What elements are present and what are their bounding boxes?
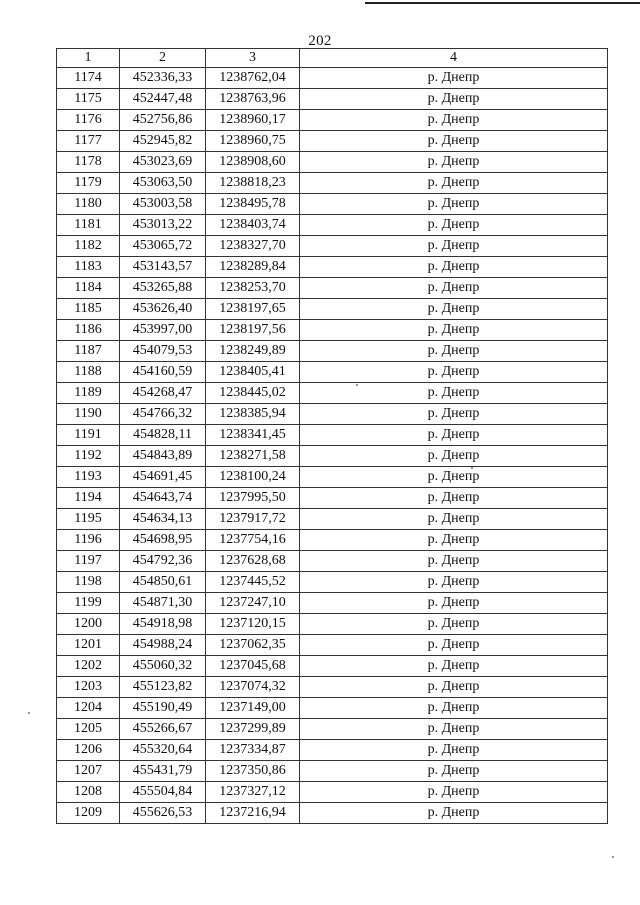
coordinate-y-cell: 1237247,10 (206, 593, 300, 614)
coordinate-y-cell: 1238403,74 (206, 215, 300, 236)
coordinate-y-cell: 1238100,24 (206, 467, 300, 488)
point-number-cell: 1199 (57, 593, 120, 614)
description-cell: р. Днепр (300, 404, 608, 425)
table-row (57, 89, 608, 110)
point-number-cell: 1190 (57, 404, 120, 425)
table-row (57, 131, 608, 152)
coordinate-y-cell: 1238405,41 (206, 362, 300, 383)
table-row (57, 635, 608, 656)
point-number-cell: 1175 (57, 89, 120, 110)
coordinate-y-cell: 1238385,94 (206, 404, 300, 425)
coordinate-x-cell: 454850,61 (120, 572, 206, 593)
coordinate-x-cell: 452756,86 (120, 110, 206, 131)
point-number-cell: 1205 (57, 719, 120, 740)
table-row (57, 614, 608, 635)
coordinate-x-cell: 454160,59 (120, 362, 206, 383)
point-number-cell: 1193 (57, 467, 120, 488)
coordinate-y-cell: 1237149,00 (206, 698, 300, 719)
table-body (57, 68, 608, 824)
description-cell: р. Днепр (300, 341, 608, 362)
point-number-cell: 1178 (57, 152, 120, 173)
point-number-cell: 1200 (57, 614, 120, 635)
coordinate-x-cell: 455266,67 (120, 719, 206, 740)
description-cell: р. Днепр (300, 68, 608, 89)
coordinate-y-cell: 1237445,52 (206, 572, 300, 593)
point-number-cell: 1196 (57, 530, 120, 551)
table-row (57, 362, 608, 383)
description-cell: р. Днепр (300, 614, 608, 635)
description-cell: р. Днепр (300, 446, 608, 467)
coordinate-y-cell: 1237350,86 (206, 761, 300, 782)
description-cell: р. Днепр (300, 593, 608, 614)
coordinate-y-cell: 1237995,50 (206, 488, 300, 509)
coordinate-x-cell: 452447,48 (120, 89, 206, 110)
description-cell: р. Днепр (300, 278, 608, 299)
coordinate-y-cell: 1238762,04 (206, 68, 300, 89)
column-header-3: 3 (206, 49, 300, 68)
point-number-cell: 1207 (57, 761, 120, 782)
coordinate-y-cell: 1238271,58 (206, 446, 300, 467)
coordinate-x-cell: 452336,33 (120, 68, 206, 89)
description-cell: р. Днепр (300, 362, 608, 383)
description-cell: р. Днепр (300, 509, 608, 530)
point-number-cell: 1187 (57, 341, 120, 362)
point-number-cell: 1202 (57, 656, 120, 677)
point-number-cell: 1186 (57, 320, 120, 341)
table-row (57, 299, 608, 320)
coordinate-y-cell: 1238445,02 (206, 383, 300, 404)
coordinate-x-cell: 453013,22 (120, 215, 206, 236)
point-number-cell: 1203 (57, 677, 120, 698)
table-row (57, 509, 608, 530)
table-row (57, 656, 608, 677)
point-number-cell: 1177 (57, 131, 120, 152)
point-number-cell: 1206 (57, 740, 120, 761)
description-cell: р. Днепр (300, 572, 608, 593)
coordinate-y-cell: 1238253,70 (206, 278, 300, 299)
coordinate-x-cell: 455123,82 (120, 677, 206, 698)
description-cell: р. Днепр (300, 299, 608, 320)
table-row (57, 719, 608, 740)
scan-edge-line (365, 2, 640, 4)
table-row (57, 425, 608, 446)
coordinate-y-cell: 1238908,60 (206, 152, 300, 173)
point-number-cell: 1182 (57, 236, 120, 257)
scan-speck (356, 384, 358, 386)
coordinate-y-cell: 1237062,35 (206, 635, 300, 656)
description-cell: р. Днепр (300, 215, 608, 236)
coordinate-x-cell: 454918,98 (120, 614, 206, 635)
description-cell: р. Днепр (300, 677, 608, 698)
coordinate-y-cell: 1237120,15 (206, 614, 300, 635)
table-row (57, 110, 608, 131)
point-number-cell: 1201 (57, 635, 120, 656)
table-row (57, 530, 608, 551)
table-row (57, 782, 608, 803)
coordinates-table (56, 48, 608, 824)
table-row (57, 68, 608, 89)
table-row (57, 446, 608, 467)
description-cell: р. Днепр (300, 173, 608, 194)
coordinate-x-cell: 454792,36 (120, 551, 206, 572)
coordinate-x-cell: 453265,88 (120, 278, 206, 299)
coordinate-y-cell: 1237334,87 (206, 740, 300, 761)
point-number-cell: 1180 (57, 194, 120, 215)
coordinate-y-cell: 1237216,94 (206, 803, 300, 824)
coordinate-x-cell: 454698,95 (120, 530, 206, 551)
coordinate-x-cell: 453003,58 (120, 194, 206, 215)
coordinate-y-cell: 1238197,56 (206, 320, 300, 341)
coordinate-y-cell: 1237074,32 (206, 677, 300, 698)
description-cell: р. Днепр (300, 803, 608, 824)
table-header-row (57, 49, 608, 68)
table-row (57, 194, 608, 215)
coordinate-x-cell: 455626,53 (120, 803, 206, 824)
table-row (57, 803, 608, 824)
description-cell: р. Днепр (300, 635, 608, 656)
table-row (57, 236, 608, 257)
description-cell: р. Днепр (300, 152, 608, 173)
coordinate-y-cell: 1238960,75 (206, 131, 300, 152)
page-number: 202 (308, 33, 332, 49)
coordinate-x-cell: 453023,69 (120, 152, 206, 173)
point-number-cell: 1184 (57, 278, 120, 299)
column-header-4: 4 (300, 49, 608, 68)
description-cell: р. Днепр (300, 110, 608, 131)
coordinate-x-cell: 455431,79 (120, 761, 206, 782)
coordinate-x-cell: 455320,64 (120, 740, 206, 761)
coordinate-y-cell: 1238341,45 (206, 425, 300, 446)
coordinate-x-cell: 452945,82 (120, 131, 206, 152)
coordinate-x-cell: 454634,13 (120, 509, 206, 530)
point-number-cell: 1209 (57, 803, 120, 824)
point-number-cell: 1174 (57, 68, 120, 89)
table-row (57, 488, 608, 509)
description-cell: р. Днепр (300, 551, 608, 572)
coordinate-x-cell: 454268,47 (120, 383, 206, 404)
table-row (57, 257, 608, 278)
coordinate-y-cell: 1238960,17 (206, 110, 300, 131)
coordinate-y-cell: 1238289,84 (206, 257, 300, 278)
description-cell: р. Днепр (300, 236, 608, 257)
coordinate-x-cell: 453143,57 (120, 257, 206, 278)
scan-speck (612, 856, 614, 858)
point-number-cell: 1183 (57, 257, 120, 278)
point-number-cell: 1191 (57, 425, 120, 446)
table-row (57, 152, 608, 173)
point-number-cell: 1176 (57, 110, 120, 131)
description-cell: р. Днепр (300, 719, 608, 740)
coordinate-x-cell: 454988,24 (120, 635, 206, 656)
description-cell: р. Днепр (300, 782, 608, 803)
point-number-cell: 1208 (57, 782, 120, 803)
point-number-cell: 1188 (57, 362, 120, 383)
coordinate-y-cell: 1238197,65 (206, 299, 300, 320)
coordinate-y-cell: 1237045,68 (206, 656, 300, 677)
table-row (57, 572, 608, 593)
coordinate-x-cell: 454766,32 (120, 404, 206, 425)
coordinate-y-cell: 1237628,68 (206, 551, 300, 572)
coordinate-y-cell: 1238495,78 (206, 194, 300, 215)
point-number-cell: 1179 (57, 173, 120, 194)
column-header-2: 2 (120, 49, 206, 68)
coordinate-x-cell: 453997,00 (120, 320, 206, 341)
coordinate-x-cell: 454871,30 (120, 593, 206, 614)
coordinate-x-cell: 453063,50 (120, 173, 206, 194)
coordinate-y-cell: 1238763,96 (206, 89, 300, 110)
description-cell: р. Днепр (300, 257, 608, 278)
point-number-cell: 1189 (57, 383, 120, 404)
coordinate-x-cell: 455504,84 (120, 782, 206, 803)
description-cell: р. Днепр (300, 740, 608, 761)
coordinate-x-cell: 454828,11 (120, 425, 206, 446)
description-cell: р. Днепр (300, 530, 608, 551)
coordinate-x-cell: 455060,32 (120, 656, 206, 677)
point-number-cell: 1197 (57, 551, 120, 572)
coordinate-x-cell: 454643,74 (120, 488, 206, 509)
point-number-cell: 1192 (57, 446, 120, 467)
coordinate-x-cell: 454843,89 (120, 446, 206, 467)
table-row (57, 320, 608, 341)
point-number-cell: 1204 (57, 698, 120, 719)
coordinate-x-cell: 453626,40 (120, 299, 206, 320)
table-row (57, 593, 608, 614)
coordinate-y-cell: 1238327,70 (206, 236, 300, 257)
coordinate-y-cell: 1237917,72 (206, 509, 300, 530)
scan-speck (471, 467, 473, 469)
point-number-cell: 1198 (57, 572, 120, 593)
table-row (57, 215, 608, 236)
point-number-cell: 1181 (57, 215, 120, 236)
table-row (57, 173, 608, 194)
description-cell: р. Днепр (300, 467, 608, 488)
table-row (57, 404, 608, 425)
table-row (57, 551, 608, 572)
description-cell: р. Днепр (300, 425, 608, 446)
table-row (57, 677, 608, 698)
point-number-cell: 1194 (57, 488, 120, 509)
description-cell: р. Днепр (300, 194, 608, 215)
description-cell: р. Днепр (300, 761, 608, 782)
coordinate-y-cell: 1237327,12 (206, 782, 300, 803)
description-cell: р. Днепр (300, 320, 608, 341)
coordinate-x-cell: 453065,72 (120, 236, 206, 257)
coordinate-x-cell: 454079,53 (120, 341, 206, 362)
description-cell: р. Днепр (300, 656, 608, 677)
description-cell: р. Днепр (300, 488, 608, 509)
table-row (57, 740, 608, 761)
scan-speck (28, 712, 30, 714)
description-cell: р. Днепр (300, 131, 608, 152)
description-cell: р. Днепр (300, 698, 608, 719)
column-header-1: 1 (57, 49, 120, 68)
table-row (57, 467, 608, 488)
description-cell: р. Днепр (300, 89, 608, 110)
coordinate-x-cell: 455190,49 (120, 698, 206, 719)
point-number-cell: 1195 (57, 509, 120, 530)
coordinate-y-cell: 1238249,89 (206, 341, 300, 362)
description-cell: р. Днепр (300, 383, 608, 404)
table-row (57, 278, 608, 299)
table-row (57, 761, 608, 782)
table-row (57, 698, 608, 719)
table-row (57, 341, 608, 362)
table-row (57, 383, 608, 404)
point-number-cell: 1185 (57, 299, 120, 320)
coordinate-x-cell: 454691,45 (120, 467, 206, 488)
coordinate-y-cell: 1237754,16 (206, 530, 300, 551)
coordinate-y-cell: 1238818,23 (206, 173, 300, 194)
coordinate-y-cell: 1237299,89 (206, 719, 300, 740)
